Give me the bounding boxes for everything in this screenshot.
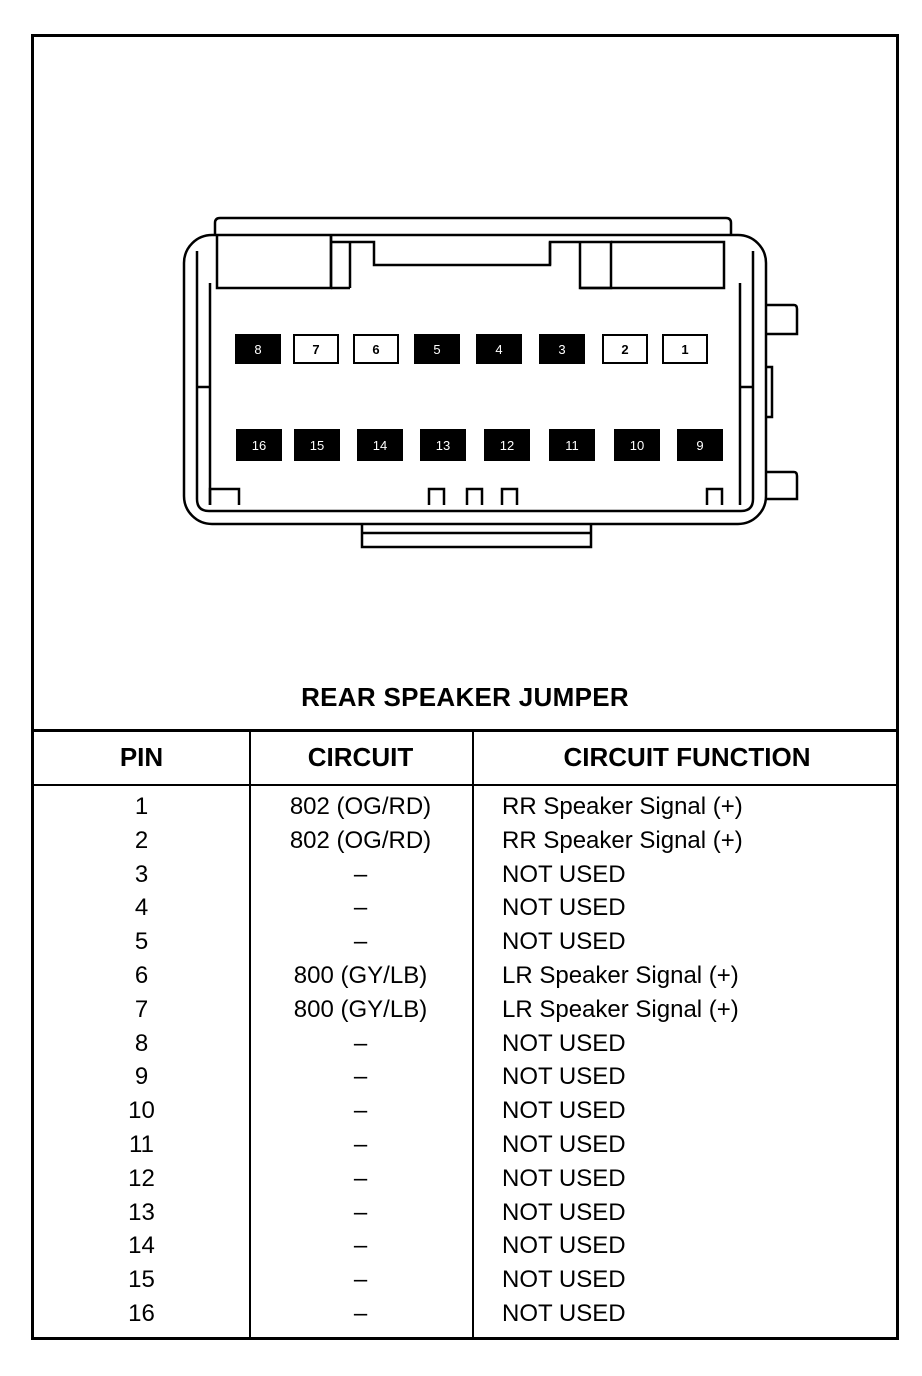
pin-cell: 13 bbox=[128, 1198, 155, 1226]
circuit-cell: – bbox=[353, 1232, 368, 1260]
pin-cell: 7 bbox=[134, 995, 149, 1023]
table-row bbox=[34, 1128, 896, 1162]
function-cell: LR Speaker Signal (+) bbox=[502, 961, 739, 989]
table-row bbox=[34, 959, 896, 993]
circuit-cell: – bbox=[353, 928, 368, 956]
circuit-cell: – bbox=[353, 1063, 368, 1091]
pin-label-14: 14 bbox=[372, 438, 388, 453]
function-cell: NOT USED bbox=[502, 1266, 626, 1294]
function-cell: NOT USED bbox=[502, 1029, 626, 1057]
table-row bbox=[34, 1196, 896, 1230]
table-body bbox=[34, 790, 896, 1331]
pin-cell: 14 bbox=[128, 1232, 155, 1260]
pin-cell: 15 bbox=[128, 1266, 155, 1294]
pin-cell: 4 bbox=[134, 894, 149, 922]
function-cell: NOT USED bbox=[502, 928, 626, 956]
pin-label-12: 12 bbox=[499, 438, 515, 453]
pin-cell: 3 bbox=[134, 860, 149, 888]
function-cell: NOT USED bbox=[502, 1299, 626, 1327]
header-circuit-function: CIRCUIT FUNCTION bbox=[563, 742, 811, 772]
pin-cell: 6 bbox=[134, 961, 149, 989]
circuit-cell: – bbox=[353, 860, 368, 888]
table-row bbox=[34, 858, 896, 892]
pin-label-15: 15 bbox=[309, 438, 325, 453]
table-row bbox=[34, 790, 896, 824]
document-frame bbox=[31, 34, 899, 1340]
pin-label-4: 4 bbox=[495, 342, 503, 357]
pin-row-bottom bbox=[237, 430, 722, 460]
pin-label-11: 11 bbox=[565, 438, 579, 453]
pin-row-top bbox=[236, 335, 707, 363]
circuit-cell: – bbox=[353, 1266, 368, 1294]
header-pin: PIN bbox=[119, 742, 164, 772]
pin-label-13: 13 bbox=[435, 438, 451, 453]
pin-label-3: 3 bbox=[558, 342, 566, 357]
circuit-cell: 802 (OG/RD) bbox=[289, 826, 432, 854]
header-circuit: CIRCUIT bbox=[307, 742, 414, 772]
table-row bbox=[34, 1060, 896, 1094]
pin-label-7: 7 bbox=[312, 342, 320, 357]
table-row bbox=[34, 1229, 896, 1263]
pin-label-16: 16 bbox=[251, 438, 267, 453]
circuit-cell: – bbox=[353, 1130, 368, 1158]
pin-cell: 12 bbox=[128, 1164, 155, 1192]
function-cell: NOT USED bbox=[502, 894, 626, 922]
pin-cell: 1 bbox=[134, 793, 149, 820]
circuit-cell: 800 (GY/LB) bbox=[293, 961, 428, 989]
table-row bbox=[34, 891, 896, 925]
pin-label-5: 5 bbox=[433, 342, 441, 357]
circuit-cell: – bbox=[353, 894, 368, 922]
function-cell: NOT USED bbox=[502, 1198, 626, 1226]
diagram-title: REAR SPEAKER JUMPER bbox=[301, 682, 629, 712]
pin-cell: 16 bbox=[128, 1299, 155, 1327]
circuit-cell: – bbox=[353, 1164, 368, 1192]
table-row bbox=[34, 1094, 896, 1128]
circuit-cell: – bbox=[353, 1198, 368, 1226]
pin-label-8: 8 bbox=[254, 342, 262, 357]
pin-cell: 11 bbox=[129, 1130, 154, 1158]
function-cell: RR Speaker Signal (+) bbox=[502, 826, 743, 854]
pin-cell: 9 bbox=[134, 1063, 149, 1091]
connector-top-latch bbox=[215, 218, 731, 235]
pin-cell: 8 bbox=[134, 1029, 149, 1057]
circuit-cell: 800 (GY/LB) bbox=[293, 995, 428, 1023]
function-cell: NOT USED bbox=[502, 1130, 626, 1158]
table-row bbox=[34, 1297, 896, 1331]
circuit-cell: – bbox=[353, 1029, 368, 1057]
connector-housing-outer bbox=[184, 235, 766, 524]
function-cell: LR Speaker Signal (+) bbox=[502, 995, 739, 1023]
pin-label-1: 1 bbox=[681, 342, 689, 357]
pin-cell: 2 bbox=[134, 826, 149, 854]
table-row bbox=[34, 1027, 896, 1061]
pinout-table bbox=[34, 729, 896, 1340]
connector-diagram bbox=[34, 37, 896, 729]
header-rule bbox=[34, 784, 896, 786]
pin-label-2: 2 bbox=[621, 342, 629, 357]
connector-housing-inner bbox=[197, 251, 753, 511]
table-row bbox=[34, 1263, 896, 1297]
pin-cell: 10 bbox=[128, 1097, 155, 1125]
table-row bbox=[34, 993, 896, 1027]
pin-label-10: 10 bbox=[629, 438, 645, 453]
circuit-cell: 802 (OG/RD) bbox=[289, 793, 432, 820]
function-cell: NOT USED bbox=[502, 860, 626, 888]
connector-drawing bbox=[34, 37, 902, 597]
function-cell: NOT USED bbox=[502, 1097, 626, 1125]
function-cell: NOT USED bbox=[502, 1063, 626, 1091]
circuit-cell: – bbox=[353, 1097, 368, 1125]
function-cell: NOT USED bbox=[502, 1232, 626, 1260]
pin-label-6: 6 bbox=[372, 342, 380, 357]
table-row bbox=[34, 1162, 896, 1196]
pin-cell: 5 bbox=[134, 928, 149, 956]
table-row bbox=[34, 925, 896, 959]
pin-label-9: 9 bbox=[696, 438, 704, 453]
function-cell: RR Speaker Signal (+) bbox=[502, 793, 743, 820]
function-cell: NOT USED bbox=[502, 1164, 626, 1192]
table-row bbox=[34, 824, 896, 858]
circuit-cell: – bbox=[353, 1299, 368, 1327]
